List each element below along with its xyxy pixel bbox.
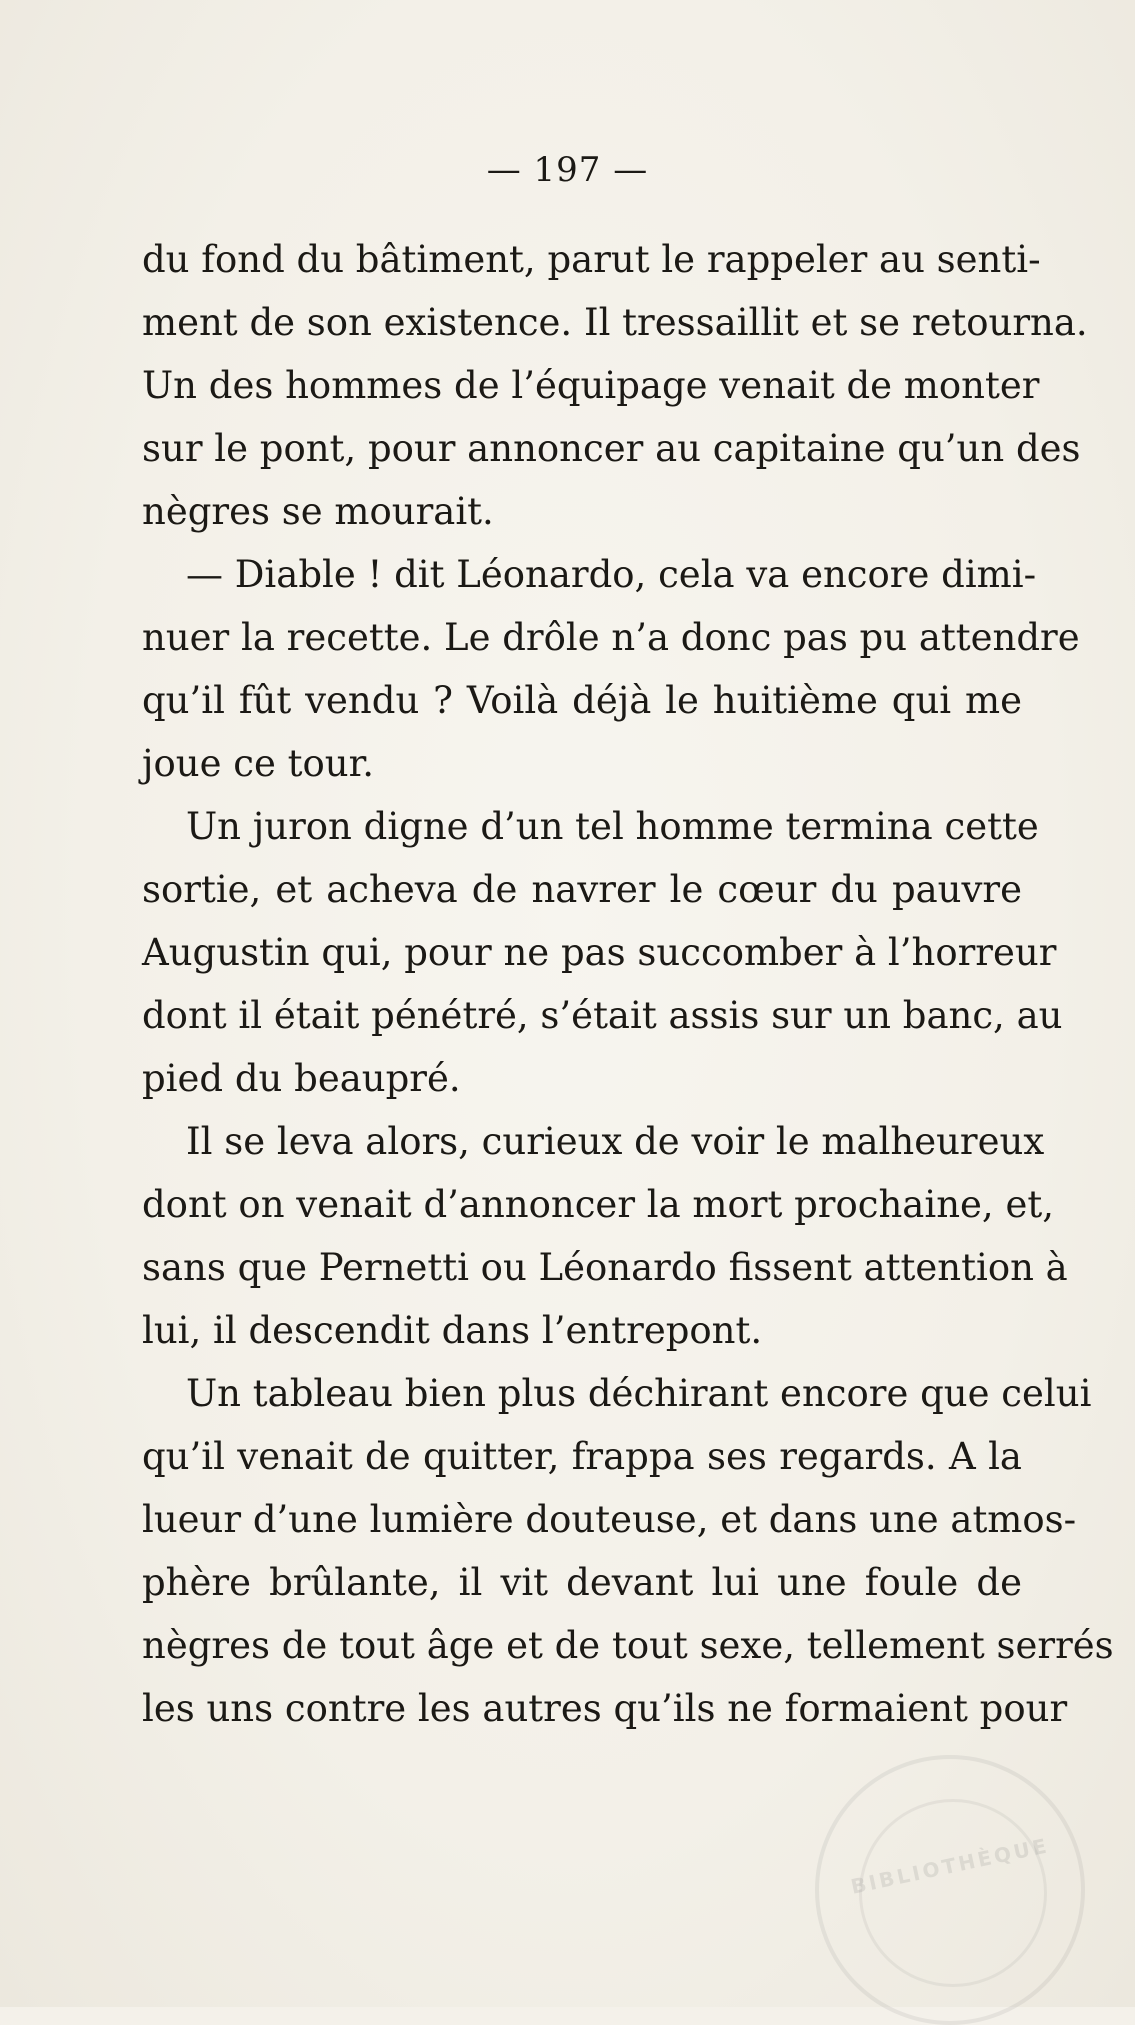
text-line: phère brûlante, il vit devant lui une foule de xyxy=(142,1561,1022,1604)
text-line: nègres de tout âge et de tout sexe, tellement serrés xyxy=(142,1624,1114,1667)
text-line: dont on venait d’annoncer la mort prochaine, et, xyxy=(142,1183,1054,1226)
text-line: qu’il venait de quitter, frappa ses regards. A la xyxy=(142,1435,1022,1478)
text-line: — Diable ! dit Léonardo, cela va encore dimi- xyxy=(186,553,1037,596)
text-line: qu’il fût vendu ? Voilà déjà le huitième qui me xyxy=(142,679,1022,722)
text-line: joue ce tour. xyxy=(142,742,374,785)
page-number: — 197 — xyxy=(486,150,649,190)
text-line: lui, il descendit dans l’entrepont. xyxy=(142,1309,763,1352)
text-line: sans que Pernetti ou Léonardo fissent attention à xyxy=(142,1246,1068,1289)
text-line: pied du beaupré. xyxy=(142,1057,461,1100)
text-line: Un juron digne d’un tel homme termina cette xyxy=(186,805,1039,848)
text-line: dont il était pénétré, s’était assis sur un banc, au xyxy=(142,994,1063,1037)
text-line: nègres se mourait. xyxy=(142,490,494,533)
text-line: Augustin qui, pour ne pas succomber à l’horreur xyxy=(142,931,1057,974)
text-line: nuer la recette. Le drôle n’a donc pas pu attendre xyxy=(142,616,1080,659)
library-stamp-text: BIBLIOTHÈQUE xyxy=(848,1833,1052,1899)
text-line: ment de son existence. Il tressaillit et se retourna. xyxy=(142,301,1088,344)
text-line: du fond du bâtiment, parut le rappeler au senti- xyxy=(142,238,1041,281)
text-line: Il se leva alors, curieux de voir le malheureux xyxy=(186,1120,1045,1163)
text-line: sortie, et acheva de navrer le cœur du pauvre xyxy=(142,868,1022,911)
text-line: lueur d’une lumière douteuse, et dans une atmos- xyxy=(142,1498,1077,1541)
text-line: sur le pont, pour annoncer au capitaine qu’un des xyxy=(142,427,1081,470)
body-text xyxy=(142,228,1114,1740)
library-stamp-inner-ring xyxy=(859,1799,1047,1987)
text-line: les uns contre les autres qu’ils ne formaient pour xyxy=(142,1687,1068,1730)
text-line: Un des hommes de l’équipage venait de monter xyxy=(142,364,1040,407)
library-stamp xyxy=(815,1755,1085,2025)
text-line: Un tableau bien plus déchirant encore que celui xyxy=(186,1372,1092,1415)
